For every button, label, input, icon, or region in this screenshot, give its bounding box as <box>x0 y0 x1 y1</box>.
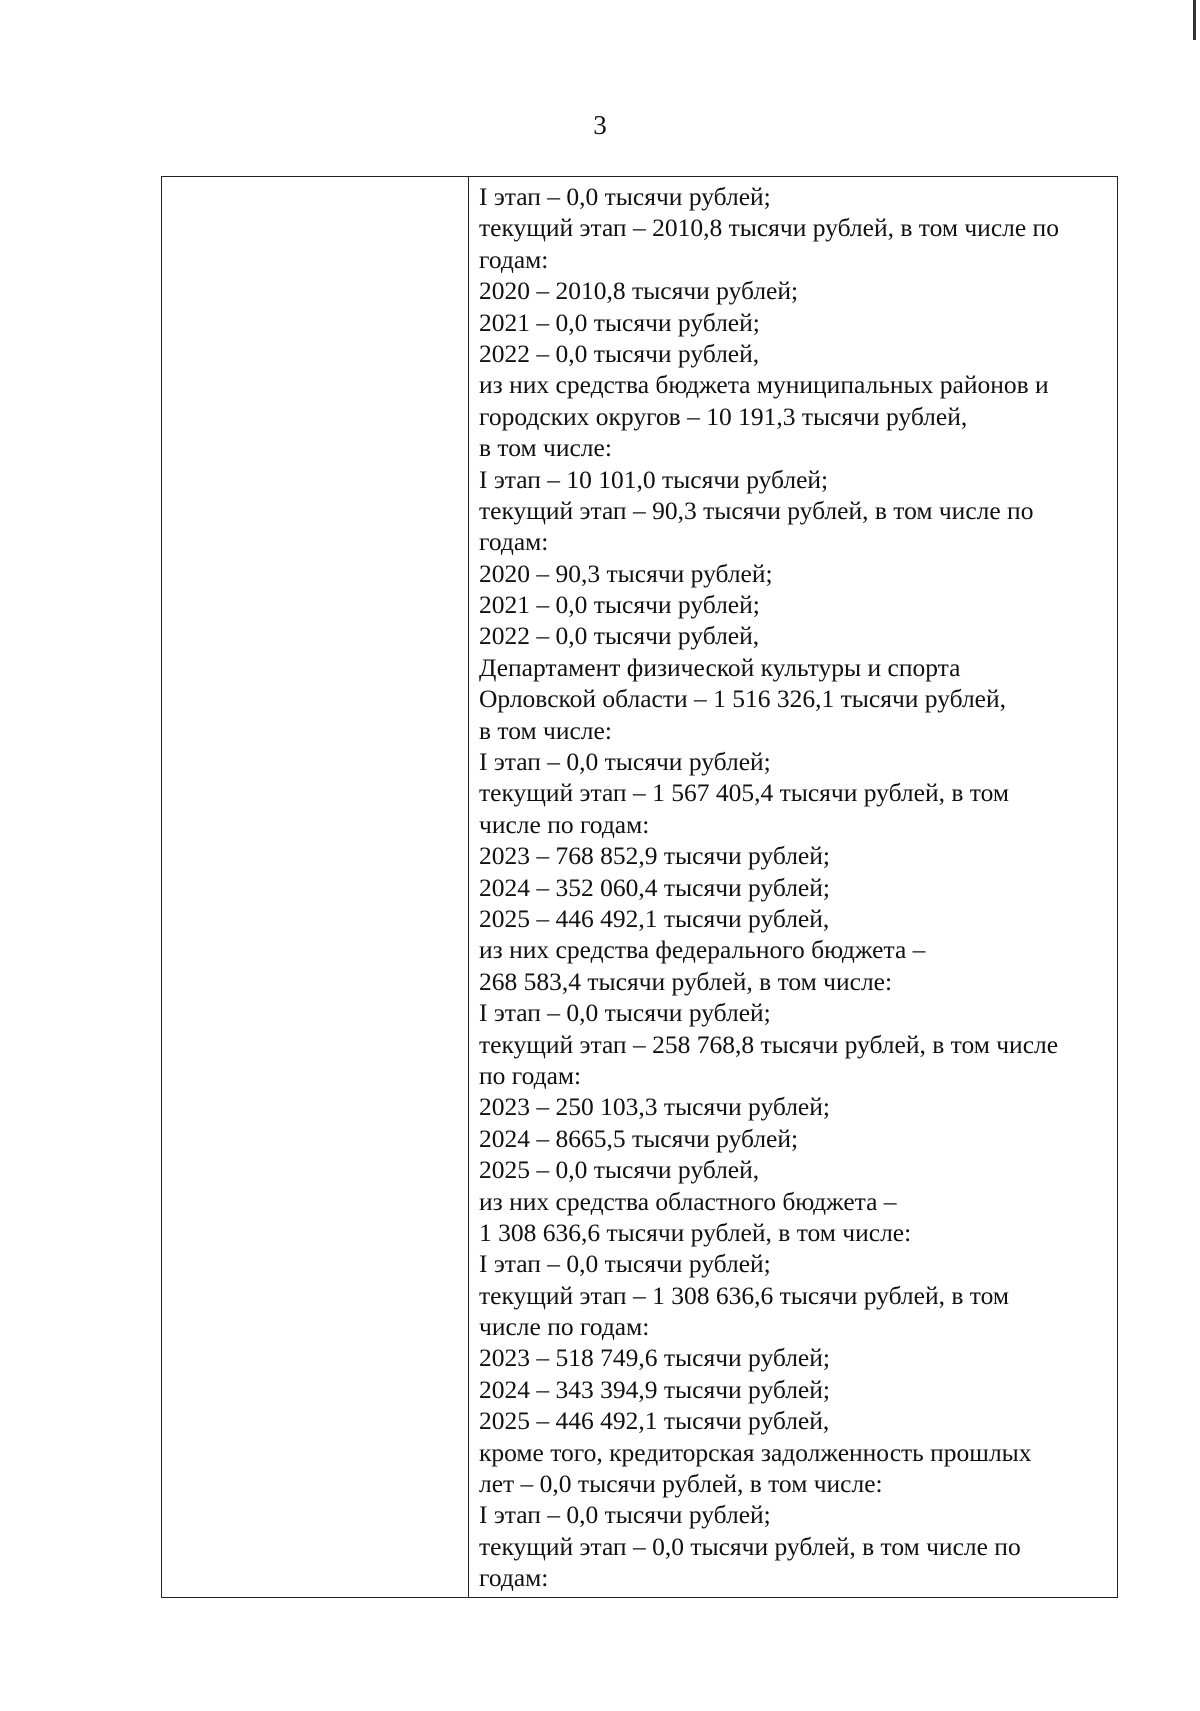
scan-edge-mark <box>1193 0 1196 40</box>
text-line: 2022 – 0,0 тысячи рублей, <box>479 621 760 651</box>
text-line: годам: <box>479 527 549 557</box>
text-line: Департамент физической культуры и спорта <box>479 652 961 682</box>
text-line: 2020 – 2010,8 тысячи рублей; <box>479 276 799 306</box>
text-line: из них средства федерального бюджета – <box>479 935 926 965</box>
text-line: I этап – 0,0 тысячи рублей; <box>479 182 771 211</box>
text-line: 2020 – 90,3 тысячи рублей; <box>479 558 773 588</box>
text-line: I этап – 0,0 тысячи рублей; <box>479 998 771 1028</box>
table-right-cell <box>469 177 1117 1597</box>
text-line: 2023 – 250 103,3 тысячи рублей; <box>479 1092 830 1122</box>
text-line: годам: <box>479 244 549 274</box>
text-line: 2025 – 0,0 тысячи рублей, <box>479 1155 760 1185</box>
text-line: I этап – 0,0 тысячи рублей; <box>479 747 771 777</box>
text-line: 2025 – 446 492,1 тысячи рублей, <box>479 903 830 933</box>
text-line: текущий этап – 90,3 тысячи рублей, в том числе по <box>479 495 1034 525</box>
text-line: лет – 0,0 тысячи рублей, в том числе: <box>479 1469 883 1499</box>
text-line: I этап – 0,0 тысячи рублей; <box>479 1500 771 1530</box>
page-number: 3 <box>593 110 607 140</box>
text-line: годам: <box>479 1563 549 1593</box>
text-line: 2022 – 0,0 тысячи рублей, <box>479 338 760 368</box>
text-line: из них средства областного бюджета – <box>479 1186 897 1216</box>
text-line: из них средства бюджета муниципальных районов и <box>479 370 1049 400</box>
text-line: текущий этап – 1 567 405,4 тысячи рублей, в том <box>479 778 1009 808</box>
text-line: 2021 – 0,0 тысячи рублей; <box>479 590 760 620</box>
text-line: 2025 – 446 492,1 тысячи рублей, <box>479 1406 830 1436</box>
text-line: кроме того, кредиторская задолженность прошлых <box>479 1437 1032 1467</box>
text-line: Орловской области – 1 516 326,1 тысячи рублей, <box>479 684 1007 714</box>
text-line: в том числе: <box>479 433 612 463</box>
text-line: в том числе: <box>479 715 612 745</box>
text-line: 2024 – 8665,5 тысячи рублей; <box>479 1123 799 1153</box>
text-line: городских округов – 10 191,3 тысячи рублей, <box>479 401 968 431</box>
text-line: 2024 – 343 394,9 тысячи рублей; <box>479 1374 830 1404</box>
text-line: текущий этап – 0,0 тысячи рублей, в том числе по <box>479 1531 1021 1561</box>
text-line: 2024 – 352 060,4 тысячи рублей; <box>479 872 830 902</box>
text-line: 1 308 636,6 тысячи рублей, в том числе: <box>479 1217 912 1247</box>
text-line: текущий этап – 1 308 636,6 тысячи рублей, в том <box>479 1280 1009 1310</box>
text-line: 2021 – 0,0 тысячи рублей; <box>479 307 760 337</box>
text-line: текущий этап – 258 768,8 тысячи рублей, в том числе <box>479 1029 1059 1059</box>
text-line: 2023 – 768 852,9 тысячи рублей; <box>479 841 830 871</box>
text-line: текущий этап – 2010,8 тысячи рублей, в том числе по <box>479 213 1059 243</box>
funding-table <box>161 176 1118 1598</box>
text-line: I этап – 0,0 тысячи рублей; <box>479 1249 771 1279</box>
text-line: 2023 – 518 749,6 тысячи рублей; <box>479 1343 830 1373</box>
table-left-cell <box>162 177 469 1597</box>
text-line: числе по годам: <box>479 1312 650 1342</box>
text-line: 268 583,4 тысячи рублей, в том числе: <box>479 966 893 996</box>
text-line: числе по годам: <box>479 809 650 839</box>
text-line: по годам: <box>479 1060 582 1090</box>
text-line: I этап – 10 101,0 тысячи рублей; <box>479 464 829 494</box>
